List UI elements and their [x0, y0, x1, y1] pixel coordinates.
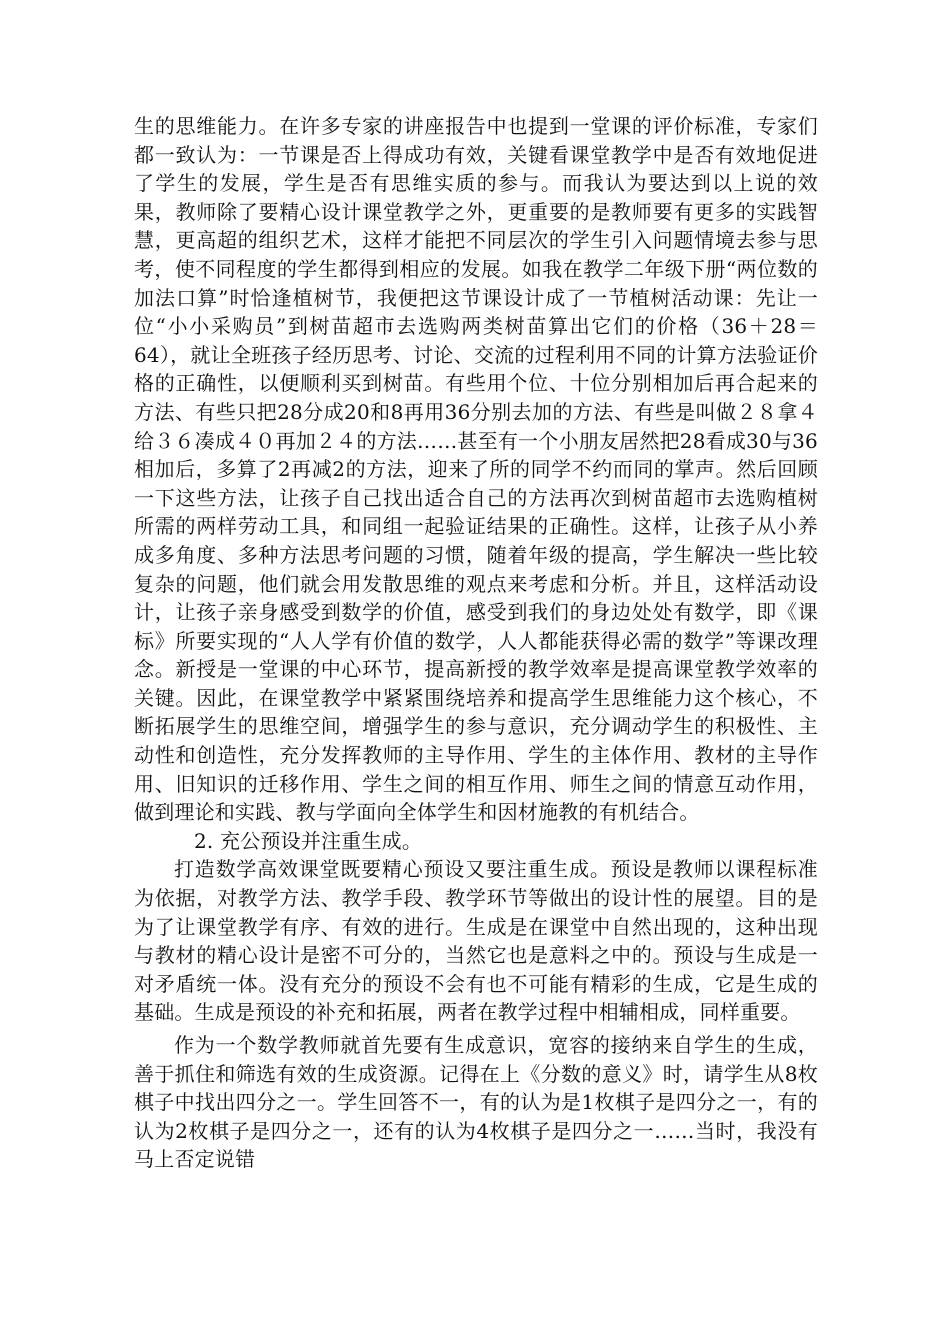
paragraph-2: 打造数学高效课堂既要精心预设又要注重生成。预设是教师以课程标准为依据，对教学方法、教学手段、教学环节等做出的设计性的展望。目的是为了让课堂教学有序、有效的进行。生成是在课堂中自然出现的，这种出现与教材的精心设计是密不可分的，当然它也是意料之中的。预设与生成是一对矛盾统一体。没有充分的预设不会有也不可能有精彩的生成，它是生成的基础。生成是预设的补充和拓展，两者在教学过程中相辅相成，同样重要。	[134, 857, 818, 1025]
paragraph-1: 生的思维能力。在许多专家的讲座报告中也提到一堂课的评价标准，专家们都一致认为：一节课是否上得成功有效，关键看课堂教学中是否有效地促进了学生的发展，学生是否有思维实质的参与。而我认为要达到以上说的效果，教师除了要精心设计课堂教学之外，更重要的是教师要有更多的实践智慧，更高超的组织艺术，这样才能把不同层次的学生引入问题情境去参与思考，使不同程度的学生都得到相应的发展。如我在教学二年级下册“两位数的加法口算”时恰逢植树节，我便把这节课设计成了一节植树活动课：先让一位“小小采购员”到树苗超市去选购两类树苗算出它们的价格（36＋28＝64），就让全班孩子经历思考、讨论、交流的过程利用不同的计算方法验证价格的正确性，以便顺利买到树苗。有些用个位、十位分别相加后再合起来的方法、有些只把28分成20和8再用36分别去加的方法、有些是叫做２８拿４给３６凑成４０再加２４的方法……甚至有一个小朋友居然把28看成30与36相加后，多算了2再减2的方法，迎来了所的同学不约而同的掌声。然后回顾一下这些方法，让孩子自己找出适合自己的方法再次到树苗超市去选购植树所需的两样劳动工具，和同组一起验证结果的正确性。这样，让孩子从小养成多角度、多种方法思考问题的习惯，随着年级的提高，学生解决一些比较复杂的问题，他们就会用发散思维的观点来考虑和分析。并且，这样活动设计，让孩子亲身感受到数学的价值，感受到我们的身边处处有数学，即《课标》所要实现的“人人学有价值的数学，人人都能获得必需的数学”等课改理念。新授是一堂课的中心环节，提高新授的教学效率是提高课堂教学效率的关键。因此，在课堂教学中紧紧围绕培养和提高学生思维能力这个核心，不断拓展学生的思维空间，增强学生的参与意识，充分调动学生的积极性、主动性和创造性，充分发挥教师的主导作用、学生的主体作用、教材的主导作用、旧知识的迁移作用、学生之间的相互作用、师生之间的情意互动作用，做到理论和实践、教与学面向全体学生和因材施教的有机结合。	[134, 114, 818, 825]
paragraph-3: 作为一个数学教师就首先要有生成意识，宽容的接纳来自学生的生成，善于抓住和筛选有效的生成资源。记得在上《分数的意义》时，请学生从8枚棋子中找出四分之一。学生回答不一，有的认为是1枚棋子是四分之一，有的认为2枚棋子是四分之一，还有的认为4枚棋子是四分之一……当时，我没有马上否定说错	[134, 1033, 818, 1172]
section-heading: 2. 充公预设并注重生成。	[194, 828, 423, 853]
document-body	[134, 112, 818, 1174]
